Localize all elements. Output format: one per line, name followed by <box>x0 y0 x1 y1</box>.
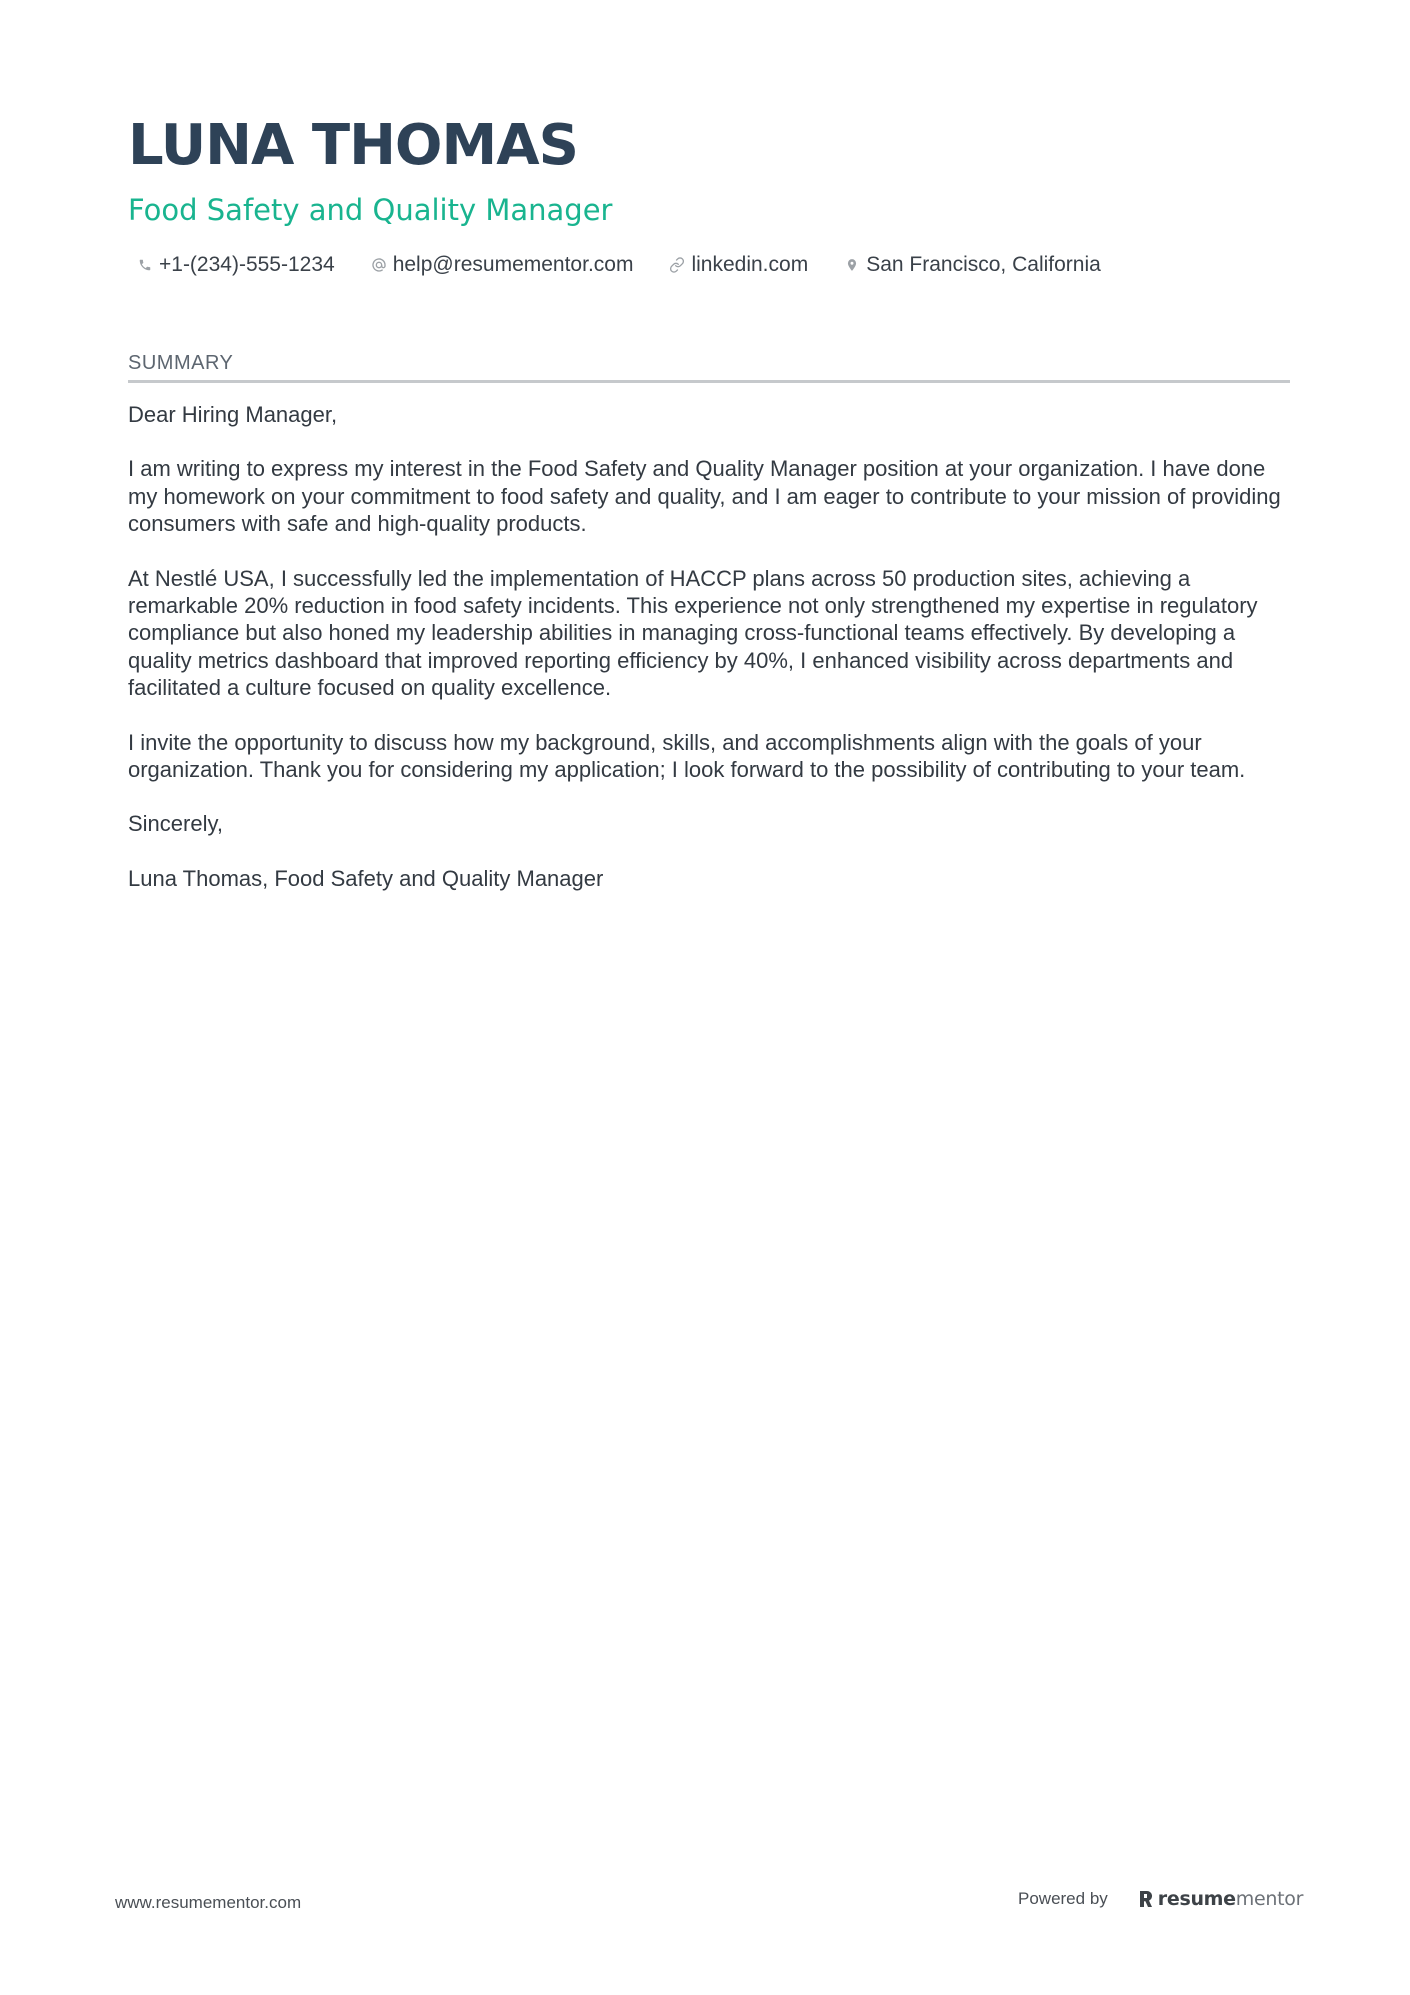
paragraph-closing: I invite the opportunity to discuss how my background, skills, and accomplishments align with the goals of your organization. Thank you for considering my application; I look forward to the possibility of contributing to your team. <box>128 729 1246 783</box>
closing: Sincerely, <box>128 811 223 837</box>
link-icon <box>668 256 686 274</box>
linkedin-text: linkedin.com <box>691 253 809 276</box>
footer-website-link[interactable]: www.resumementor.com <box>115 1893 302 1912</box>
phone-icon <box>136 256 154 274</box>
brand-text-light: mentor <box>1235 1888 1304 1910</box>
resumementor-logo-icon <box>1138 1889 1154 1909</box>
contact-bar <box>128 250 1290 280</box>
candidate-role: Food Safety and Quality Manager <box>128 193 613 227</box>
paragraph-intro: I am writing to express my interest in the Food Safety and Quality Manager position at your organization. I have done my homework on your commitment to food safety and quality, and I am eager to contribute to your mission of providing consumers with safe and high-quality products. <box>128 456 1281 537</box>
contact-email[interactable] <box>362 250 634 280</box>
contact-location <box>835 250 1101 280</box>
phone-text: +1-(234)-555-1234 <box>159 253 335 276</box>
resume-page <box>128 108 1290 919</box>
signature: Luna Thomas, Food Safety and Quality Manager <box>128 865 604 891</box>
location-text: San Francisco, California <box>866 253 1101 276</box>
contact-linkedin[interactable] <box>660 250 808 280</box>
summary-section <box>128 350 1290 892</box>
cover-letter-body <box>128 401 1290 892</box>
footer-branding <box>1018 1888 1303 1910</box>
brand-text-bold: resume <box>1157 1888 1236 1910</box>
paragraph-experience: At Nestlé USA, I successfully led the implementation of HACCP plans across 50 production sites, achieving a remarkable 20% reduction in food safety incidents. This experience not only strengthened my expertise in regulatory compliance but also honed my leadership abilities in managing cross-functional teams effectively. By developing a quality metrics dashboard that improved reporting efficiency by 40%, I enhanced visibility across departments and facilitated a culture focused on quality excellence. <box>128 565 1258 701</box>
greeting: Dear Hiring Manager, <box>128 402 338 427</box>
email-text: help@resumementor.com <box>392 253 634 276</box>
at-icon <box>370 256 388 274</box>
powered-by-label: Powered by <box>1018 1889 1108 1908</box>
resumementor-logo[interactable] <box>1138 1888 1303 1910</box>
contact-phone[interactable] <box>128 250 335 280</box>
candidate-name: LUNA THOMAS <box>128 113 578 178</box>
section-heading: SUMMARY <box>128 350 1290 383</box>
location-pin-icon <box>843 256 861 274</box>
